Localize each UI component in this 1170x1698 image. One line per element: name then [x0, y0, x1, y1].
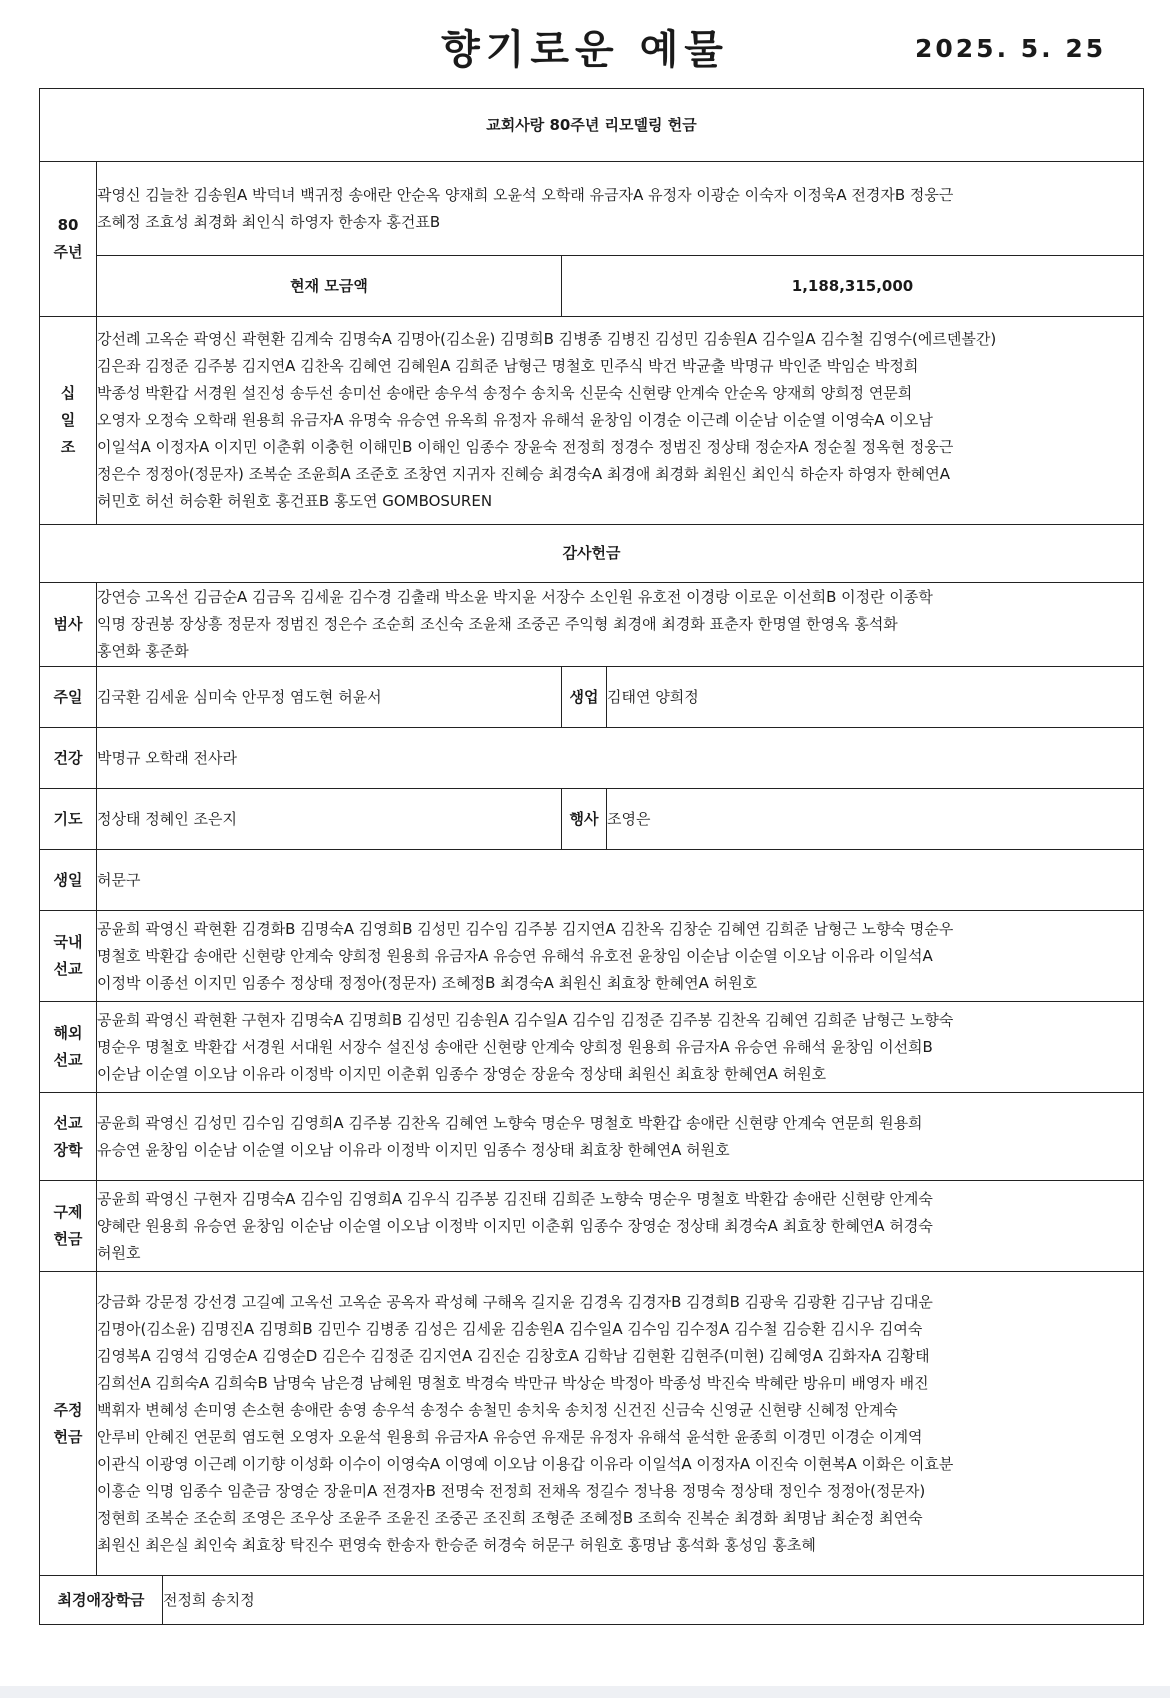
scholarship-row: [40, 1576, 1144, 1625]
geongang-label: 건강: [40, 728, 97, 789]
anniversary-row: [40, 162, 1144, 256]
relief-label: 구제 헌금: [40, 1181, 97, 1272]
geongang-row: [40, 728, 1144, 789]
gido-row: [40, 789, 1144, 850]
saengeop-names: 김태연 양희정: [607, 667, 1144, 728]
haengsa-label: 행사: [562, 789, 607, 850]
domestic-mission-names: 공윤희 곽영신 곽현환 김경화B 김명숙A 김영희B 김성민 김수임 김주봉 김지연A 김찬옥 김창순 김혜연 김희준 남형근 노향숙 명순우 명철호 박환갑 송애란 신현량 안계숙 양희정 원용희 유금자A 유승연 유해석 유호전 윤창임 이순남 이순열 이오남 이유라 이일석A 이정박 이종선 이지민 임종수 정상태 정정아(정문자) 조혜정B 최경숙A 최원신 최효창 한혜연A 허원호: [97, 911, 1144, 1002]
mission-scholarship-row: [40, 1093, 1144, 1181]
mission-scholarship-names: 공윤희 곽영신 김성민 김수임 김영희A 김주봉 김찬옥 김혜연 노향숙 명순우 명철호 박환갑 송애란 신현량 안계숙 연문희 원용희 유승연 윤창임 이순남 이순열 이오남 이유라 이정박 이지민 임종수 정상태 최효창 한혜연A 허원호: [97, 1093, 1144, 1181]
relief-row: [40, 1181, 1144, 1272]
juil-row: [40, 667, 1144, 728]
overseas-mission-label: 해외 선교: [40, 1002, 97, 1093]
overseas-mission-row: [40, 1002, 1144, 1093]
sipiljo-row: [40, 317, 1144, 525]
remodeling-title: 교회사랑 80주년 리모델링 헌금: [40, 89, 1144, 162]
saengil-label: 생일: [40, 850, 97, 911]
sipiljo-names: 강선례 고옥순 곽영신 곽현환 김계숙 김명숙A 김명아(김소윤) 김명희B 김병종 김병진 김성민 김송원A 김수일A 김수철 김영수(에르덴볼간) 김은좌 김정준 김주봉 김지연A 김찬옥 김혜연 김혜원A 김희준 남형근 명철호 민주식 박건 박균출 박명규 박인준 박임순 박정희 박종성 박환갑 서경원 설진성 송두선 송미선 송애란 송우석 송정수 송치욱 신문숙 신현량 안계숙 안순옥 양재희 양희정 연문희 오영자 오정숙 오학래 원용희 유금자A 유명숙 유승연 유옥희 유정자 유해석 윤창임 이경순 이근례 이순남 이순열 이영숙A 이오남 이일석A 이정자A 이지민 이춘휘 이충헌 이해민B 이해인 임종수 장윤숙 전정희 정경수 정범진 정상태 정순자A 정순칠 정옥현 정웅근 정은수 정정아(정문자) 조복순 조윤희A 조준호 조창연 지귀자 진혜승 최경숙A 최경애 최경화 최원신 최인식 하순자 하영자 한혜연A 허민호 허선 허승환 허원호 홍건표B 홍도연 GOMBOSUREN: [97, 317, 1144, 525]
total-amount: 1,188,315,000: [562, 256, 1144, 317]
offering-table: [39, 88, 1144, 1625]
beomsa-row: [40, 583, 1144, 667]
saengil-row: [40, 850, 1144, 911]
haengsa-names: 조영은: [607, 789, 1144, 850]
beomsa-names: 강연승 고옥선 김금순A 김금옥 김세윤 김수경 김출래 박소윤 박지윤 서장수 소인원 유호전 이경랑 이로운 이선희B 이정란 이종학 익명 장권봉 장상흥 정문자 정범진 정은수 조순희 조신숙 조윤채 조중곤 주익형 최경애 최경화 표춘자 한명열 한영옥 홍석화 홍연화 홍준화: [97, 583, 1144, 667]
thanks-title: 감사헌금: [40, 525, 1144, 583]
page-title: 향기로운 예물: [441, 27, 729, 73]
scholarship-names: 전정희 송치정: [163, 1576, 1144, 1625]
page-header: [0, 0, 1170, 88]
total-row: [40, 256, 1144, 317]
designated-names: 강금화 강문정 강선경 고길예 고옥선 고옥순 공옥자 곽성혜 구해옥 길지윤 김경옥 김경자B 김경희B 김광욱 김광환 김구남 김대운 김명아(김소윤) 김명진A 김명희B 김민수 김병종 김성은 김세윤 김송원A 김수일A 김수임 김수정A 김수철 김승환 김시우 김여숙 김영복A 김영석 김영순A 김영순D 김은수 김정준 김지연A 김진순 김창호A 김학남 김현환 김현주(미현) 김혜영A 김화자A 김황태 김희선A 김희숙A 김희숙B 남명숙 남은경 남혜원 명철호 박경숙 박만규 박상순 박정아 박종성 박진숙 박혜란 방유미 배영자 배진 백휘자 변혜성 손미영 손소현 송애란 송영 송우석 송정수 송철민 송치욱 송치정 신건진 신금숙 신영균 신현량 신혜정 안계숙 안루비 안혜진 연문희 염도현 오영자 오윤석 원용희 유금자A 유승연 유재문 유정자 유해석 윤석한 윤종희 이경민 이경순 이계역 이관식 이광영 이근례 이기향 이성화 이수이 이영숙A 이영예 이오남 이용갑 이유라 이일석A 이정자A 이진숙 이현복A 이화은 이효분 이흥순 익명 임종수 임춘금 장영순 장윤미A 전경자B 전명숙 전정희 전채옥 정길수 정낙용 정명숙 정상태 정인수 정정아(정문자) 정현희 조복순 조순희 조영은 조우상 조윤주 조윤진 조중곤 조진희 조형준 조혜정B 조희숙 진복순 최경화 최명남 최순정 최연숙 최원신 최은실 최인숙 최효창 탁진수 편영숙 한송자 한승준 허경숙 허문구 허원호 홍명남 홍석화 홍성임 홍초혜: [97, 1272, 1144, 1576]
relief-names: 공윤희 곽영신 구현자 김명숙A 김수임 김영희A 김우식 김주봉 김진태 김희준 노향숙 명순우 명철호 박환갑 송애란 신현량 안계숙 양혜란 원용희 유승연 윤창임 이순남 이순열 이오남 이정박 이지민 이춘휘 임종수 장영순 정상태 최경숙A 최효창 한혜연A 허경숙 허원호: [97, 1181, 1144, 1272]
beomsa-label: 범사: [40, 583, 97, 667]
anniversary-label: 80 주년: [40, 162, 97, 317]
saengil-names: 허문구: [97, 850, 1144, 911]
domestic-mission-row: [40, 911, 1144, 1002]
mission-scholarship-label: 선교 장학: [40, 1093, 97, 1181]
domestic-mission-label: 국내 선교: [40, 911, 97, 1002]
juil-names: 김국환 김세윤 심미숙 안무정 염도현 허윤서: [97, 667, 562, 728]
designated-row: [40, 1272, 1144, 1576]
gido-names: 정상태 정혜인 조은지: [97, 789, 562, 850]
sipiljo-label: 십 일 조: [40, 317, 97, 525]
overseas-mission-names: 공윤희 곽영신 곽현환 구현자 김명숙A 김명희B 김성민 김송원A 김수일A 김수임 김정준 김주봉 김찬옥 김혜연 김희준 남형근 노향숙 명순우 명철호 박환갑 서경원 서대원 서장수 설진성 송애란 신현량 안계숙 양희정 원용희 유금자A 유승연 유해석 윤창임 이선희B 이순남 이순열 이오남 이유라 이정박 이지민 이춘휘 임종수 장영순 장윤숙 정상태 최원신 최효창 한혜연A 허원호: [97, 1002, 1144, 1093]
scholarship-label: 최경애장학금: [40, 1576, 163, 1625]
thanks-title-row: [40, 525, 1144, 583]
designated-label: 주정 헌금: [40, 1272, 97, 1576]
geongang-names: 박명규 오학래 전사라: [97, 728, 1144, 789]
juil-label: 주일: [40, 667, 97, 728]
anniversary-names: 곽영신 김늘찬 김송원A 박덕녀 백귀정 송애란 안순옥 양재희 오윤석 오학래 유금자A 유정자 이광순 이숙자 이정욱A 전경자B 정웅근 조혜정 조효성 최경화 최인식 하영자 한송자 홍건표B: [97, 162, 1144, 256]
gido-label: 기도: [40, 789, 97, 850]
bottom-band: [0, 1686, 1170, 1698]
saengeop-label: 생업: [562, 667, 607, 728]
total-label: 현재 모금액: [97, 256, 562, 317]
page-date: 2025. 5. 25: [915, 34, 1107, 63]
remodeling-title-row: [40, 89, 1144, 162]
